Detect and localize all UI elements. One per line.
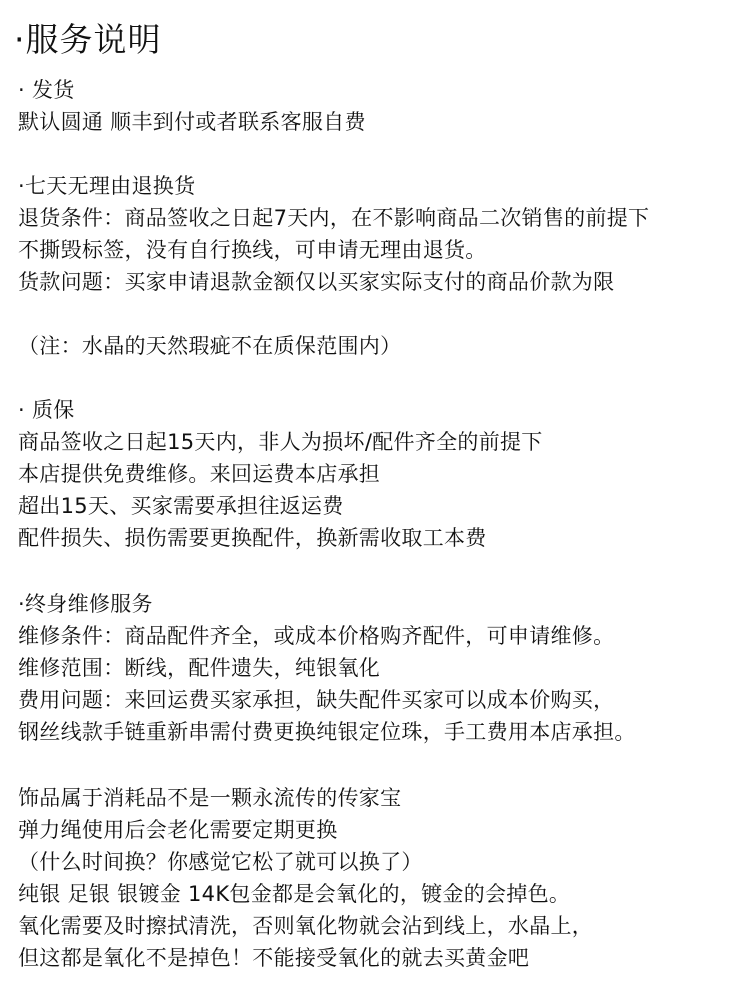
notes-line: （什么时间换？你感觉它松了就可以换了） [18,850,423,874]
lifetime-repair-line: 维修范围：断线，配件遗失，纯银氧化 [18,656,381,680]
warranty-line: 本店提供免费维修。来回运费本店承担 [18,462,381,486]
warranty-line: 超出15天、买家需要承担往返运费 [18,494,344,518]
notes-line: 饰品属于消耗品不是一颗永流传的传家宝 [18,786,402,810]
warranty-line: 配件损失、损伤需要更换配件，换新需收取工本费 [18,526,487,550]
shipping-heading: · 发货 [18,78,75,102]
returns-note: （注：水晶的天然瑕疵不在质保范围内） [18,334,402,358]
returns-heading: ·七天无理由退换货 [18,174,196,198]
lifetime-repair-line: 维修条件：商品配件齐全，或成本价格购齐配件，可申请维修。 [18,624,615,648]
lifetime-repair-line: 钢丝线款手链重新串需付费更换纯银定位珠，手工费用本店承担。 [18,720,636,744]
lifetime-repair-line: 费用问题：来回运费买家承担，缺失配件买家可以成本价购买， [18,688,615,712]
warranty-line: 商品签收之日起15天内，非人为损坏/配件齐全的前提下 [18,430,543,454]
page-title: ·服务说明 [14,20,162,59]
warranty-heading: · 质保 [18,398,75,422]
notes-line: 纯银 足银 银镀金 14K包金都是会氧化的，镀金的会掉色。 [18,882,571,906]
returns-line: 不撕毁标签，没有自行换线，可申请无理由退货。 [18,238,487,262]
shipping-line: 默认圆通 顺丰到付或者联系客服自费 [18,110,366,134]
notes-line: 氧化需要及时擦拭清洗，否则氧化物就会沾到线上，水晶上， [18,914,594,938]
notes-line: 但这都是氧化不是掉色！不能接受氧化的就去买黄金吧 [18,946,530,970]
notes-line: 弹力绳使用后会老化需要定期更换 [18,818,338,842]
returns-line: 退货条件：商品签收之日起7天内，在不影响商品二次销售的前提下 [18,206,650,230]
lifetime-repair-heading: ·终身维修服务 [18,592,153,616]
returns-line: 货款问题：买家申请退款金额仅以买家实际支付的商品价款为限 [18,270,615,294]
